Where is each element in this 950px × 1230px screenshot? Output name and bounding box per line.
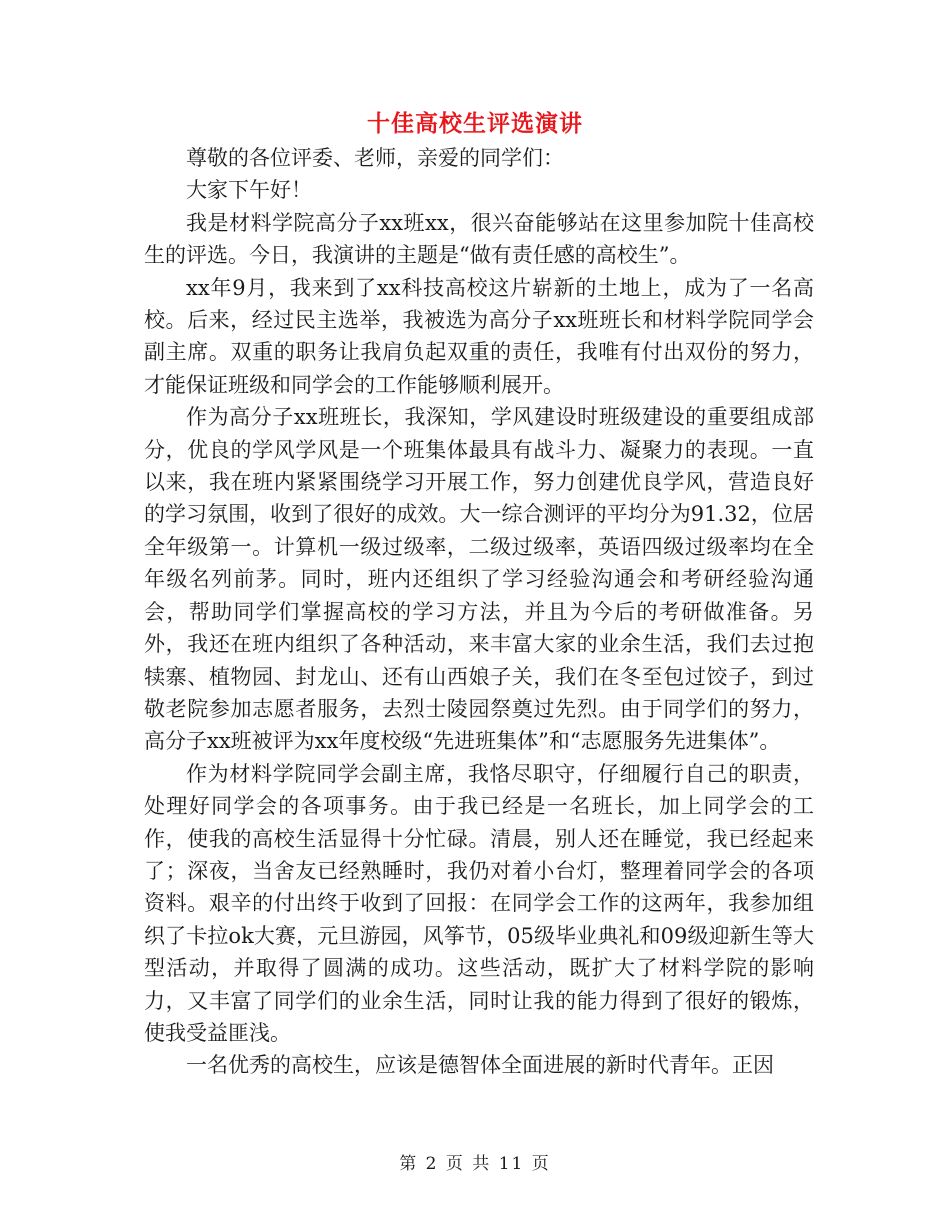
page-number-footer: 第 2 页 共 11 页 bbox=[399, 1154, 551, 1174]
paragraph-salutation: 尊敬的各位评委、老师，亲爱的同学们： bbox=[186, 146, 564, 170]
paragraph-greeting: 大家下午好！ bbox=[186, 178, 312, 203]
paragraph-class-monitor: 作为高分子xx班班长，我深知，学风建设时班级建设的重要组成部分，优良的学风学风是一个班集体最具有战斗力、凝聚力的表现。一直以来，我在班内紧紧围绕学习开展工作，努力创建优良学风，营造良好的学习氛围，收到了很好的成效。大一综合测评的平均分为91.32，位居全年级第一。计算机一级过级率，二级过级率，英语四级过级率均在全年级名列前茅。同时，班内还组织了学习经验沟通会和考研经验沟通会，帮助同学们掌握高校的学习方法，并且为今后的考研做准备。另外，我还在班内组织了各种活动，来丰富大家的业余生活，我们去过抱犊寨、植物园、封龙山、还有山西娘子关，我们在冬至包过饺子，到过敬老院参加志愿者服务，去烈士陵园祭奠过先烈。由于同学们的努力，高分子xx班被评为xx年度校级“先进班集体”和“志愿服务先进集体”。 bbox=[144, 405, 814, 754]
paragraph-background: xx年9月，我来到了xx科技高校这片崭新的土地上，成为了一名高校。后来，经过民主选举，我被选为高分子xx班班长和材料学院同学会副主席。双重的职务让我肩负起双重的责任，我唯有付出双份的努力，才能保证班级和同学会的工作能够顺利展开。 bbox=[144, 275, 814, 397]
paragraph-introduction: 我是材料学院高分子xx班xx，很兴奋能够站在这里参加院十佳高校生的评选。今日，我演讲的主题是“做有责任感的高校生”。 bbox=[144, 210, 814, 268]
document-body bbox=[144, 142, 814, 1082]
paragraph-student-union: 作为材料学院同学会副主席，我恪尽职守，仔细履行自己的职责，处理好同学会的各项事务。由于我已经是一名班长，加上同学会的工作，使我的高校生活显得十分忙碌。清晨，别人还在睡觉，我已经起来了；深夜，当舍友已经熟睡时，我仍对着小台灯，整理着同学会的各项资料。艰辛的付出终于收到了回报：在同学会工作的这两年，我参加组织了卡拉ok大赛，元旦游园，风筝节，05级毕业典礼和09级迎新生等大型活动，并取得了圆满的成功。这些活动，既扩大了材料学院的影响力，又丰富了同学们的业余生活，同时让我的能力得到了很好的锻炼，使我受益匪浅。 bbox=[144, 761, 814, 1045]
document-title: 十佳高校生评选演讲 bbox=[367, 110, 583, 137]
paragraph-conclusion-start: 一名优秀的高校生，应该是德智体全面进展的新时代青年。正因 bbox=[186, 1053, 774, 1078]
